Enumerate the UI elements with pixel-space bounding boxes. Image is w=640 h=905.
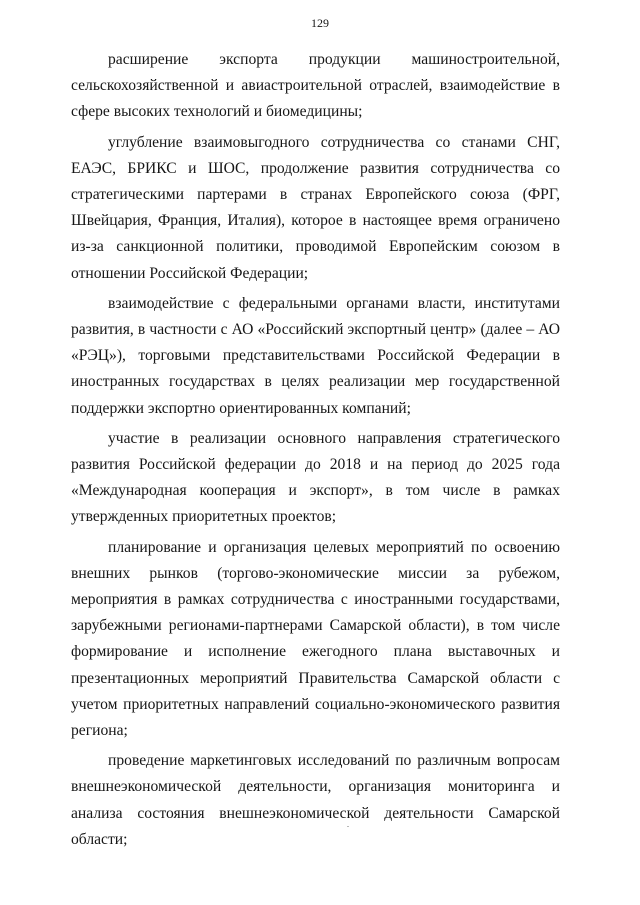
paragraph-cis-cooperation: углубление взаимовыгодного сотрудничества со станами СНГ, ЕАЭС, БРИКС и ШОС, продолжение развития сотрудничества со стратегическими партерами в странах Европейского союза (ФРГ, Швейцария, Франция, Италия), которое в настоящее время ограничено из-за санкционной политики, проводимой Европейским союзом в отношении Российской Федерации; [71, 133, 560, 282]
paragraph-federal-interaction: взаимодействие с федеральными органами власти, институтами развития, в частности с АО «Российский экспортный центр» (далее – АО «РЭЦ»), торговыми представительствами Российской Федерации в иностранных государствах в целях реализации мер государственной поддержки экспортно ориентированных компаний; [71, 294, 560, 417]
paragraph-strategic-direction: участие в реализации основного направления стратегического развития Российской федерации до 2018 и на период до 2025 года «Международная кооперация и экспорт», в том числе в рамках утвержденных приоритетных проектов; [71, 429, 560, 526]
body-text [71, 47, 560, 857]
page-number: 129 [311, 16, 329, 30]
scan-speck [347, 826, 349, 827]
paragraph-marketing-research: проведение маркетинговых исследований по различным вопросам внешнеэкономической деятельности, организация мониторинга и анализа состояния внешнеэкономической деятельности Самарской области; [71, 752, 560, 848]
paragraph-export-expansion: расширение экспорта продукции машиностроительной, сельскохозяйственной и авиастроительной отраслей, взаимодействие в сфере высоких технологий и биомедицины; [71, 51, 560, 121]
paragraph-market-events: планирование и организация целевых мероприятий по освоению внешних рынков (торгово-экономические миссии за рубежом, мероприятия в рамках сотрудничества с иностранными государствами, зарубежными регионами-партнерами Самарской области), в том числе формирование и исполнение ежегодного плана выставочных и презентационных мероприятий Правительства Самарской области с учетом приоритетных направлений социально-экономического развития региона; [71, 538, 560, 740]
